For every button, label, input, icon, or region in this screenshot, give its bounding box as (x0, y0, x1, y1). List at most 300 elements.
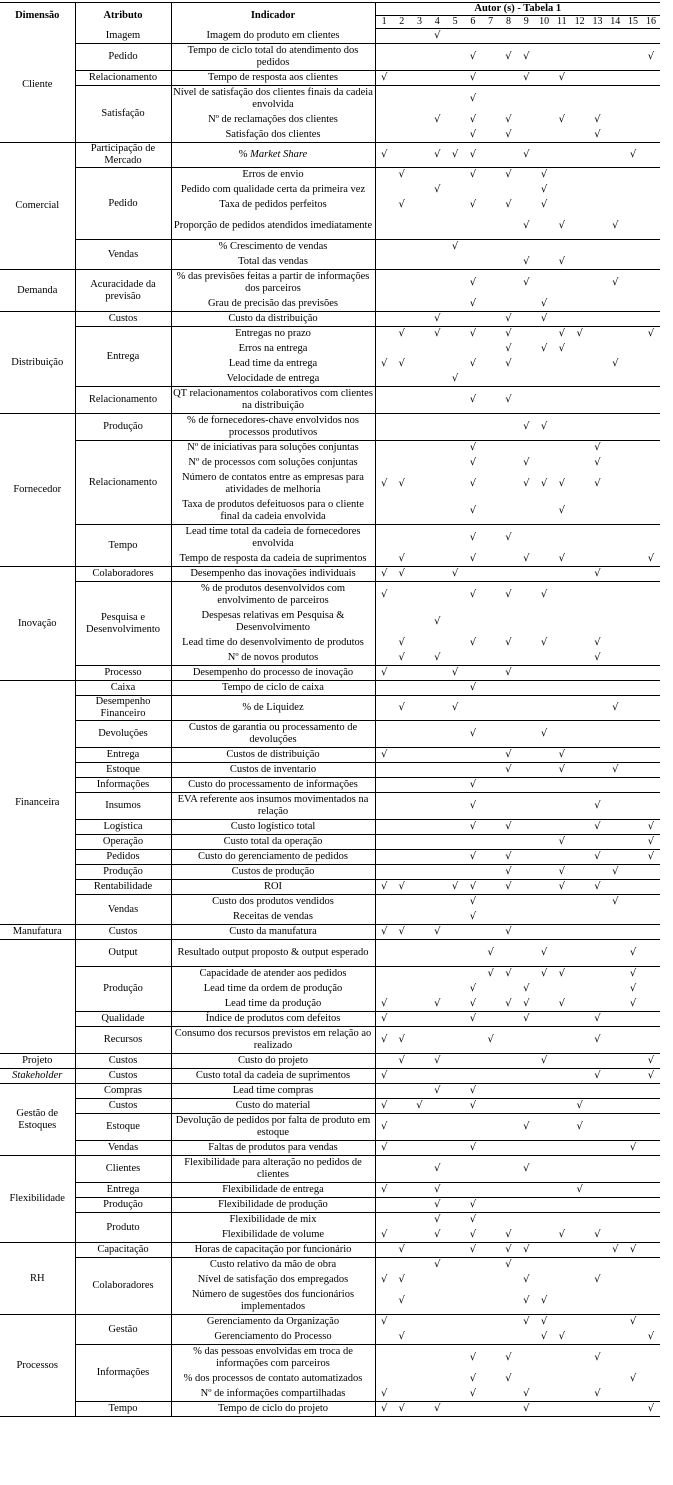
dimension-cell: Inovação (0, 567, 75, 681)
check-cell-author-3 (411, 213, 429, 240)
check-mark-author-2: √ (393, 1288, 411, 1315)
check-cell-author-2 (393, 1213, 411, 1228)
check-cell-author-13 (589, 982, 607, 997)
table-row (0, 86, 660, 113)
attribute-cell: Capacitação (75, 1243, 171, 1258)
check-cell-author-9 (517, 925, 535, 940)
check-cell-author-12 (571, 86, 589, 113)
check-mark-author-13: √ (594, 637, 601, 648)
check-cell-author-6 (464, 835, 482, 850)
check-cell-author-4 (428, 213, 446, 240)
check-cell-author-11 (553, 1012, 571, 1027)
check-cell-author-11 (553, 1156, 571, 1183)
check-cell-author-11 (553, 778, 571, 793)
check-cell-author-15 (624, 636, 642, 651)
attribute-cell: Pedidos (75, 850, 171, 865)
check-mark-author-8: √ (500, 820, 518, 835)
check-mark-author-11: √ (553, 865, 571, 880)
check-cell-author-5 (446, 835, 464, 850)
check-mark-author-10: √ (535, 721, 553, 748)
check-cell-author-16 (642, 1099, 660, 1114)
check-cell-author-7 (482, 1372, 500, 1387)
check-cell-author-14 (606, 198, 624, 213)
check-cell-author-16 (642, 1387, 660, 1402)
table-header (0, 3, 660, 29)
check-mark-author-6: √ (469, 93, 477, 105)
check-cell-author-15 (624, 681, 642, 696)
check-cell-author-15 (624, 29, 642, 44)
check-cell-author-12 (571, 778, 589, 793)
check-cell-author-5 (446, 86, 464, 113)
check-mark-author-9: √ (517, 1114, 535, 1141)
check-cell-author-11 (553, 982, 571, 997)
check-cell-author-13 (589, 1402, 607, 1417)
check-cell-author-2 (393, 967, 411, 982)
check-cell-author-8 (500, 1099, 518, 1114)
check-cell-author-2 (393, 721, 411, 748)
indicator-cell: QT relacionamentos colaborativos com clientes na distribuição (171, 387, 375, 414)
check-cell-author-12 (571, 312, 589, 327)
check-mark-author-6: √ (464, 910, 482, 925)
check-mark-author-8: √ (500, 997, 518, 1012)
check-cell-author-9 (517, 1069, 535, 1084)
table-row (0, 71, 660, 86)
check-cell-author-10 (535, 982, 553, 997)
check-mark-author-10: √ (535, 1288, 553, 1315)
check-cell-author-1 (375, 240, 393, 255)
check-mark-author-5: √ (446, 567, 464, 582)
check-cell-author-3 (411, 1345, 429, 1372)
check-cell-author-7 (482, 925, 500, 940)
check-cell-author-1 (375, 270, 393, 297)
check-cell-author-8 (500, 1183, 518, 1198)
check-cell-author-8 (500, 1156, 518, 1183)
indicator-cell: Desempenho das inovações individuais (171, 567, 375, 582)
check-cell-author-12 (571, 940, 589, 967)
check-cell-author-4 (428, 471, 446, 498)
check-mark-author-12: √ (571, 1099, 589, 1114)
check-cell-author-3 (411, 44, 429, 71)
check-mark-author-6: √ (469, 358, 477, 369)
check-cell-author-2 (393, 498, 411, 525)
check-cell-author-3 (411, 255, 429, 270)
check-cell-author-2 (393, 1084, 411, 1099)
check-cell-author-16 (642, 636, 660, 651)
check-cell-author-4 (428, 1288, 446, 1315)
check-cell-author-11 (553, 1402, 571, 1417)
check-mark-author-8: √ (500, 763, 518, 778)
check-cell-author-3 (411, 681, 429, 696)
check-cell-author-15 (624, 213, 642, 240)
check-cell-author-15 (624, 168, 642, 183)
attribute-cell: Pedido (75, 168, 171, 240)
check-cell-author-7 (482, 651, 500, 666)
check-cell-author-9 (517, 297, 535, 312)
check-cell-author-8 (500, 441, 518, 456)
check-mark-author-8: √ (505, 1352, 512, 1364)
check-cell-author-16 (642, 255, 660, 270)
attribute-cell: Produção (75, 865, 171, 880)
check-cell-author-9 (517, 113, 535, 128)
check-cell-author-5 (446, 1027, 464, 1054)
check-cell-author-6 (464, 748, 482, 763)
author-number-5: 5 (446, 16, 464, 29)
author-number-11: 11 (553, 16, 571, 29)
check-cell-author-3 (411, 651, 429, 666)
check-cell-author-10 (535, 651, 553, 666)
table-row (0, 582, 660, 609)
check-cell-author-2 (393, 1156, 411, 1183)
check-mark-author-8: √ (505, 968, 512, 980)
check-cell-author-11 (553, 1288, 571, 1315)
indicator-cell: Proporção de pedidos atendidos imediatamente (171, 213, 375, 240)
check-cell-author-15 (624, 1228, 642, 1243)
indicator-cell: Custos de produção (171, 865, 375, 880)
check-cell-author-7 (482, 342, 500, 357)
check-cell-author-7 (482, 1330, 500, 1345)
check-cell-author-15 (624, 1198, 642, 1213)
check-cell-author-3 (411, 372, 429, 387)
check-cell-author-4 (428, 748, 446, 763)
check-cell-author-16 (642, 1273, 660, 1288)
check-mark-author-4: √ (428, 1228, 446, 1243)
check-cell-author-12 (571, 387, 589, 414)
check-cell-author-15 (624, 498, 642, 525)
indicator-cell: Devolução de pedidos por falta de produto em estoque (171, 1114, 375, 1141)
author-number-2: 2 (393, 16, 411, 29)
check-cell-author-14 (606, 721, 624, 748)
check-cell-author-15 (624, 835, 642, 850)
check-cell-author-10 (535, 778, 553, 793)
check-cell-author-2 (393, 835, 411, 850)
indicator-cell: ROI (171, 880, 375, 895)
check-cell-author-9 (517, 681, 535, 696)
check-cell-author-2 (393, 1069, 411, 1084)
check-cell-author-16 (642, 895, 660, 910)
check-cell-author-12 (571, 1345, 589, 1372)
check-cell-author-1 (375, 1198, 393, 1213)
check-cell-author-5 (446, 820, 464, 835)
check-mark-author-2: √ (398, 1274, 405, 1285)
check-cell-author-7 (482, 880, 500, 895)
check-cell-author-9 (517, 1258, 535, 1273)
check-cell-author-11 (553, 240, 571, 255)
check-cell-author-13 (589, 498, 607, 525)
check-cell-author-11 (553, 696, 571, 721)
check-cell-author-12 (571, 748, 589, 763)
check-cell-author-7 (482, 1243, 500, 1258)
check-cell-author-16 (642, 213, 660, 240)
check-mark-author-4: √ (428, 1156, 446, 1183)
table-row (0, 270, 660, 297)
dimension-cell: Cliente (0, 29, 75, 143)
check-mark-author-6: √ (464, 1198, 482, 1213)
check-cell-author-14 (606, 441, 624, 456)
check-cell-author-3 (411, 327, 429, 342)
indicator-cell: % das pessoas envolvidas em troca de informações com parceiros (171, 1345, 375, 1372)
attribute-cell: Desempenho Financeiro (75, 696, 171, 721)
check-cell-author-7 (482, 850, 500, 865)
check-cell-author-9 (517, 1213, 535, 1228)
indicator-cell: Grau de precisão das previsões (171, 297, 375, 312)
author-number-15: 15 (624, 16, 642, 29)
check-cell-author-3 (411, 552, 429, 567)
check-cell-author-10 (535, 240, 553, 255)
check-cell-author-2 (393, 71, 411, 86)
check-cell-author-3 (411, 778, 429, 793)
check-mark-author-15: √ (624, 143, 642, 168)
check-cell-author-7 (482, 1345, 500, 1372)
check-cell-author-10 (535, 372, 553, 387)
check-cell-author-9 (517, 1084, 535, 1099)
check-cell-author-14 (606, 255, 624, 270)
indicator-cell: EVA referente aos insumos movimentados na relação (171, 793, 375, 820)
check-cell-author-5 (446, 441, 464, 456)
check-cell-author-13 (589, 967, 607, 982)
indicator-cell: Imagem do produto em clientes (171, 29, 375, 44)
check-cell-author-14 (606, 1330, 624, 1345)
check-cell-author-5 (446, 865, 464, 880)
check-cell-author-10 (535, 1345, 553, 1372)
check-cell-author-6 (464, 696, 482, 721)
check-cell-author-5 (446, 850, 464, 865)
check-cell-author-3 (411, 312, 429, 327)
check-cell-author-10 (535, 456, 553, 471)
check-cell-author-16 (642, 357, 660, 372)
check-cell-author-11 (553, 850, 571, 865)
check-mark-author-5: √ (446, 696, 464, 721)
check-cell-author-12 (571, 71, 589, 86)
check-cell-author-1 (375, 696, 393, 721)
check-cell-author-2 (393, 582, 411, 609)
check-cell-author-12 (571, 255, 589, 270)
check-cell-author-14 (606, 910, 624, 925)
check-cell-author-10 (535, 910, 553, 925)
check-cell-author-3 (411, 143, 429, 168)
check-mark-author-16: √ (642, 1402, 660, 1417)
check-cell-author-6 (464, 342, 482, 357)
check-mark-author-10: √ (535, 297, 553, 312)
attribute-cell: Estoque (75, 763, 171, 778)
check-cell-author-6 (464, 1069, 482, 1084)
check-mark-author-2: √ (398, 328, 405, 340)
table-row (0, 44, 660, 71)
check-mark-author-10: √ (540, 968, 548, 980)
check-cell-author-6 (464, 372, 482, 387)
check-cell-author-14 (606, 143, 624, 168)
check-cell-author-13 (589, 357, 607, 372)
check-cell-author-16 (642, 982, 660, 997)
check-mark-author-1: √ (375, 1387, 393, 1402)
check-cell-author-14 (606, 1372, 624, 1387)
check-cell-author-7 (482, 168, 500, 183)
indicator-cell: Nº de novos produtos (171, 651, 375, 666)
check-mark-author-13: √ (594, 1274, 601, 1285)
check-cell-author-16 (642, 1156, 660, 1183)
check-mark-author-13: √ (589, 1387, 607, 1402)
check-cell-author-13 (589, 255, 607, 270)
check-cell-author-4 (428, 1345, 446, 1372)
check-mark-author-11: √ (553, 997, 571, 1012)
check-cell-author-5 (446, 128, 464, 143)
check-mark-author-8: √ (500, 44, 518, 71)
check-cell-author-7 (482, 1183, 500, 1198)
check-cell-author-10 (535, 1198, 553, 1213)
check-cell-author-3 (411, 793, 429, 820)
check-cell-author-3 (411, 498, 429, 525)
attribute-cell: Relacionamento (75, 71, 171, 86)
table-row (0, 29, 660, 44)
check-mark-author-11: √ (553, 498, 571, 525)
check-cell-author-8 (500, 681, 518, 696)
check-cell-author-9 (517, 967, 535, 982)
check-mark-author-8: √ (505, 358, 512, 369)
check-cell-author-2 (393, 1345, 411, 1372)
check-cell-author-9 (517, 880, 535, 895)
check-cell-author-4 (428, 342, 446, 357)
check-cell-author-12 (571, 183, 589, 198)
check-mark-author-2: √ (393, 925, 411, 940)
check-cell-author-9 (517, 696, 535, 721)
check-cell-author-2 (393, 763, 411, 778)
check-cell-author-5 (446, 1330, 464, 1345)
table-row (0, 1027, 660, 1054)
check-cell-author-14 (606, 666, 624, 681)
attribute-cell: Operação (75, 835, 171, 850)
check-cell-author-11 (553, 1387, 571, 1402)
check-mark-author-9: √ (523, 983, 530, 994)
check-cell-author-16 (642, 880, 660, 895)
check-cell-author-11 (553, 387, 571, 414)
check-cell-author-13 (589, 1156, 607, 1183)
check-cell-author-13 (589, 835, 607, 850)
check-cell-author-7 (482, 1141, 500, 1156)
check-cell-author-10 (535, 1372, 553, 1387)
check-cell-author-8 (500, 910, 518, 925)
check-cell-author-9 (517, 940, 535, 967)
check-cell-author-12 (571, 793, 589, 820)
check-cell-author-12 (571, 525, 589, 552)
indicator-cell: Desempenho do processo de inovação (171, 666, 375, 681)
check-cell-author-10 (535, 327, 553, 342)
check-cell-author-13 (589, 865, 607, 880)
check-mark-author-6: √ (469, 1373, 477, 1384)
check-cell-author-7 (482, 198, 500, 213)
dimension-cell: Fornecedor (0, 414, 75, 567)
check-mark-author-9: √ (517, 552, 535, 567)
check-cell-author-5 (446, 357, 464, 372)
check-cell-author-12 (571, 1288, 589, 1315)
check-cell-author-5 (446, 387, 464, 414)
table-row (0, 441, 660, 456)
check-cell-author-14 (606, 1084, 624, 1099)
indicator-cell: Tempo de ciclo total do atendimento dos pedidos (171, 44, 375, 71)
check-cell-author-15 (624, 1054, 642, 1069)
check-cell-author-4 (428, 441, 446, 456)
check-cell-author-3 (411, 414, 429, 441)
attribute-cell: Produto (75, 1213, 171, 1243)
check-cell-author-3 (411, 1198, 429, 1213)
check-cell-author-16 (642, 793, 660, 820)
check-cell-author-3 (411, 297, 429, 312)
check-cell-author-2 (393, 1258, 411, 1273)
indicator-cell: Flexibilidade de produção (171, 1198, 375, 1213)
check-cell-author-15 (624, 793, 642, 820)
check-cell-author-10 (535, 748, 553, 763)
check-cell-author-15 (624, 582, 642, 609)
check-mark-author-4: √ (428, 1054, 446, 1069)
check-mark-author-9: √ (517, 1387, 535, 1402)
check-cell-author-1 (375, 387, 393, 414)
check-cell-author-1 (375, 441, 393, 456)
check-cell-author-12 (571, 240, 589, 255)
check-cell-author-5 (446, 793, 464, 820)
check-mark-author-14: √ (612, 896, 619, 908)
check-cell-author-3 (411, 387, 429, 414)
check-cell-author-9 (517, 525, 535, 552)
check-cell-author-3 (411, 1243, 429, 1258)
check-cell-author-16 (642, 1183, 660, 1198)
check-cell-author-8 (500, 1141, 518, 1156)
check-cell-author-4 (428, 372, 446, 387)
check-mark-author-6: √ (464, 1243, 482, 1258)
check-cell-author-13 (589, 29, 607, 44)
check-mark-author-9: √ (523, 457, 530, 468)
check-cell-author-5 (446, 183, 464, 198)
check-cell-author-4 (428, 582, 446, 609)
check-mark-author-9: √ (517, 143, 535, 168)
check-cell-author-16 (642, 910, 660, 925)
table-row (0, 1054, 660, 1069)
check-cell-author-14 (606, 748, 624, 763)
check-cell-author-9 (517, 342, 535, 357)
check-cell-author-6 (464, 1402, 482, 1417)
check-cell-author-7 (482, 183, 500, 198)
check-cell-author-16 (642, 525, 660, 552)
check-cell-author-13 (589, 525, 607, 552)
check-cell-author-9 (517, 1141, 535, 1156)
check-cell-author-1 (375, 681, 393, 696)
indicator-cell: Lead time total da cadeia de fornecedores envolvida (171, 525, 375, 552)
check-cell-author-8 (500, 372, 518, 387)
check-cell-author-3 (411, 609, 429, 636)
check-cell-author-2 (393, 820, 411, 835)
check-cell-author-15 (624, 441, 642, 456)
check-cell-author-1 (375, 86, 393, 113)
check-cell-author-1 (375, 940, 393, 967)
check-mark-author-13: √ (594, 114, 601, 125)
check-cell-author-4 (428, 567, 446, 582)
check-cell-author-15 (624, 1027, 642, 1054)
table-row (0, 1315, 660, 1330)
check-cell-author-7 (482, 1387, 500, 1402)
check-cell-author-6 (464, 1183, 482, 1198)
check-mark-author-11: √ (553, 71, 571, 86)
check-mark-author-6: √ (464, 880, 482, 895)
check-cell-author-6 (464, 609, 482, 636)
check-cell-author-7 (482, 748, 500, 763)
check-cell-author-5 (446, 168, 464, 183)
check-cell-author-2 (393, 748, 411, 763)
check-cell-author-14 (606, 240, 624, 255)
check-cell-author-9 (517, 865, 535, 880)
check-cell-author-8 (500, 240, 518, 255)
check-mark-author-6: √ (469, 532, 477, 544)
check-mark-author-6: √ (464, 128, 482, 143)
check-cell-author-9 (517, 721, 535, 748)
check-cell-author-4 (428, 240, 446, 255)
check-mark-author-2: √ (393, 696, 411, 721)
